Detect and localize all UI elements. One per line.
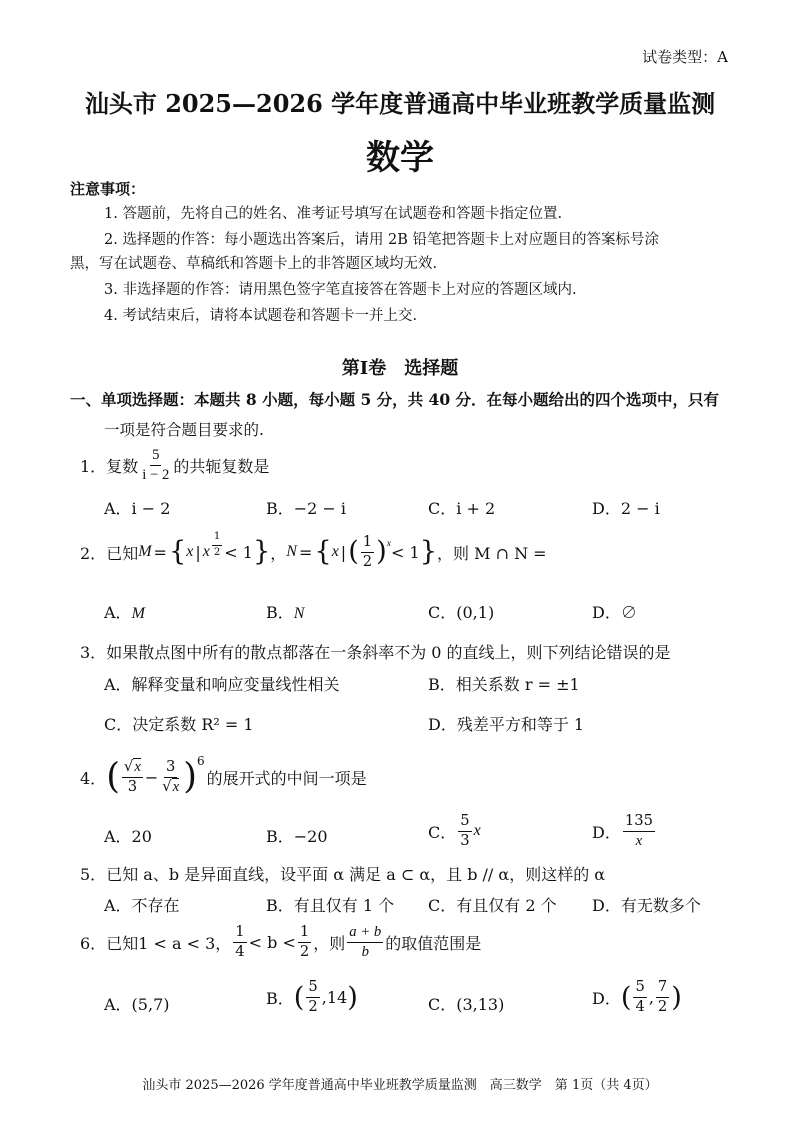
comma: , (648, 987, 654, 1007)
option-d: D．有无数多个 (592, 896, 701, 915)
question-number: 4． (80, 768, 107, 788)
inequality: < b < (248, 932, 296, 952)
fraction-denominator: 3 (460, 831, 470, 849)
note-item: 4. 考试结束后，请将本试题卷和答题卡一并上交. (104, 308, 418, 324)
question-text: 已知 (106, 543, 139, 563)
fraction (233, 922, 246, 960)
question-text: 如果散点图中所有的散点都落在一条斜率不为 0 的直线上，则下列结论错误的是 (106, 643, 671, 662)
fraction-numerator: 135 (623, 814, 655, 832)
fraction (347, 925, 383, 959)
option-a: A．(5,7) (104, 995, 170, 1014)
question-text: 的共轭复数是 (173, 456, 270, 476)
question-number: 6． (80, 933, 107, 953)
question-number: 2． (80, 543, 107, 563)
option-c: C．(3,13) (428, 995, 505, 1014)
option-a: A．i − 2 (104, 499, 171, 518)
left-paren: ( (348, 536, 359, 568)
comma: ， (270, 543, 287, 563)
option-c: C．有且仅有 2 个 (428, 896, 557, 915)
subject-title: 数学 (366, 138, 434, 178)
set-separator: | (195, 542, 201, 562)
fraction (306, 980, 319, 1014)
option-value: ,14 (321, 987, 348, 1007)
fraction-denominator: 2 (657, 997, 668, 1015)
option-a: A．不存在 (104, 896, 180, 915)
part1-title: 第Ⅰ卷 选择题 (341, 358, 459, 379)
option-b: B．有且仅有 1 个 (266, 896, 395, 915)
option-label: D． (592, 822, 621, 842)
left-paren: ( (620, 981, 632, 1013)
question-text: ，则 (313, 933, 346, 953)
fraction-denominator: i − 2 (142, 466, 170, 483)
inequality: < 1 (391, 542, 420, 562)
question-2 (80, 532, 547, 572)
variable: x (186, 543, 194, 560)
option-label: B． (266, 603, 294, 622)
set-separator: | (340, 542, 347, 562)
question-text: 复数 (106, 456, 139, 476)
fraction (361, 532, 374, 570)
paper-type: 试卷类型：A (642, 48, 728, 66)
option-label: B． (266, 988, 294, 1008)
question-number: 1． (80, 456, 107, 476)
fraction-numerator: 1 (298, 925, 311, 943)
right-brace: } (252, 536, 271, 568)
fraction-numerator: 5 (633, 980, 646, 998)
option-label: D． (592, 603, 621, 622)
radicand: x (172, 778, 180, 795)
question-1 (80, 448, 269, 482)
option-label: A． (104, 603, 132, 622)
option-b: B．−20 (266, 827, 328, 846)
option-c: C．i + 2 (428, 499, 496, 518)
exponent-half (212, 532, 222, 557)
fraction (122, 757, 143, 795)
set-name: N (286, 543, 297, 560)
fraction-denominator: 4 (235, 942, 245, 960)
question-3 (80, 640, 671, 663)
fraction-denominator: 2 (362, 552, 373, 570)
fraction-numerator: √x (122, 760, 143, 778)
option-label: C． (428, 822, 457, 842)
option-value: N (293, 605, 305, 622)
exponent: x (386, 537, 392, 549)
question-number: 3． (80, 643, 107, 662)
option-c (428, 814, 481, 848)
option-d (592, 980, 682, 1014)
option-b (266, 600, 304, 623)
fraction-denominator: x (635, 832, 643, 849)
variable: x (202, 543, 210, 560)
question-number: 5． (80, 865, 107, 884)
question-4 (80, 752, 367, 802)
page-footer: 汕头市 2025—2026 学年度普通高中毕业班教学质量监测 高三数学 第 1页（共 4页） (142, 1078, 658, 1093)
fraction-numerator: 5 (150, 448, 161, 466)
fraction (656, 980, 669, 1014)
right-paren: ) (671, 981, 682, 1013)
fraction (633, 980, 646, 1014)
question-text: ，则 M ∩ N = (437, 543, 547, 563)
fraction-denominator: √x (162, 777, 180, 795)
fraction-numerator: 5 (458, 814, 471, 832)
variable: x (473, 822, 481, 840)
exponent: 6 (196, 754, 205, 768)
fraction (623, 814, 655, 848)
option-d: D．2 − i (592, 499, 660, 518)
left-brace: { (314, 536, 332, 568)
option-a: A．解释变量和响应变量线性相关 (104, 675, 340, 694)
left-brace: { (168, 536, 187, 568)
fraction-numerator: 5 (306, 980, 319, 998)
option-label: C． (428, 603, 457, 622)
minus-sign: − (144, 767, 159, 787)
note-item: 2. 选择题的作答：每小题选出答案后，请用 2B 铅笔把答题卡上对应题目的答案标号涂 (104, 232, 660, 248)
option-d (592, 600, 637, 623)
note-item: 3. 非选择题的作答：请用黑色签字笔直接答在答题卡上对应的答题区域内. (104, 282, 577, 298)
section-line: 一项是符合题目要求的. (104, 421, 264, 439)
option-b: B．−2 − i (266, 499, 347, 518)
fraction-denominator: 2 (213, 546, 221, 558)
fraction (298, 922, 311, 960)
option-value: ∅ (620, 603, 637, 622)
note-item: 1. 答题前，先将自己的姓名、准考证号填写在试题卷和答题卡指定位置. (104, 206, 563, 222)
left-paren: ( (106, 756, 120, 798)
section-line: 一、单项选择题：本题共 8 小题，每小题 5 分，共 40 分．在每小题给出的四个选项中，只有 (70, 390, 720, 409)
fraction-denominator: b (361, 943, 369, 960)
notes-heading: 注意事项： (70, 180, 146, 198)
option-d (592, 814, 657, 848)
left-paren: ( (293, 981, 305, 1013)
question-text: 已知1 < a < 3， (106, 933, 232, 953)
option-d: D．残差平方和等于 1 (428, 715, 585, 734)
option-label: D． (592, 988, 621, 1008)
fraction (160, 757, 181, 795)
fraction-numerator: 3 (164, 760, 177, 778)
set-name: M (138, 543, 152, 560)
option-value: M (131, 605, 145, 622)
option-value: (0,1) (456, 603, 495, 622)
note-item: 黑，写在试题卷、草稿纸和答题卡上的非答题区域均无效. (70, 256, 438, 272)
option-c (428, 600, 494, 623)
question-text: 已知 a、b 是异面直线，设平面 α 满足 a ⊂ α，且 b // α，则这样的 α (106, 865, 606, 884)
variable: x (331, 543, 339, 560)
radicand: x (134, 758, 141, 775)
option-b (266, 980, 358, 1014)
question-6 (80, 920, 481, 964)
equals-sign: = (298, 542, 313, 562)
inequality: < 1 (224, 542, 253, 562)
fraction-denominator: 4 (635, 997, 645, 1015)
question-text: 的展开式的中间一项是 (206, 768, 367, 788)
fraction (140, 448, 171, 482)
option-b: B．相关系数 r = ±1 (428, 675, 580, 694)
exam-title: 汕头市 2025—2026 学年度普通高中毕业班教学质量监测 (84, 89, 716, 118)
fraction-numerator: 1 (361, 535, 374, 553)
question-5 (80, 862, 605, 885)
section-instructions (70, 388, 719, 410)
fraction-numerator: 7 (656, 980, 669, 998)
right-paren: ) (347, 981, 358, 1013)
option-c: C．决定系数 R² = 1 (104, 715, 254, 734)
right-paren: ) (376, 536, 387, 568)
fraction-numerator: 1 (233, 925, 246, 943)
fraction-denominator: 3 (127, 777, 138, 795)
right-brace: } (419, 536, 438, 568)
option-a: A．20 (104, 827, 152, 846)
option-a (104, 600, 145, 623)
question-text: 的取值范围是 (385, 933, 482, 953)
equals-sign: = (153, 542, 167, 562)
fraction-denominator: 2 (308, 997, 318, 1015)
fraction-numerator: 1 (212, 532, 222, 545)
fraction (458, 814, 471, 848)
fraction-numerator: a + b (347, 925, 383, 943)
fraction-denominator: 2 (299, 942, 310, 960)
right-paren: ) (183, 756, 197, 798)
